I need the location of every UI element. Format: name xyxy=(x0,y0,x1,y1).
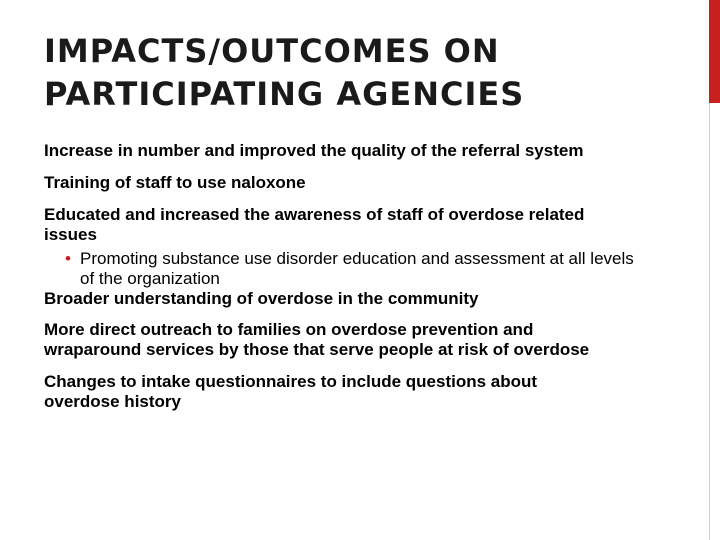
sub-item-text: Promoting substance use disorder education and assessment at all levels of the organization xyxy=(80,249,634,288)
slide-title-line-2: PARTICIPATING AGENCIES xyxy=(44,75,525,113)
bullet-icon: • xyxy=(65,249,71,268)
sub-item xyxy=(65,249,640,289)
list-item-intake-questionnaires: Changes to intake questionnaires to include questions about overdose history xyxy=(44,372,538,411)
slide-content xyxy=(44,141,644,412)
side-divider xyxy=(709,103,710,540)
list-item-direct-outreach: More direct outreach to families on overdose prevention and wraparound services by those that serve people at risk of overdose xyxy=(44,320,590,359)
list-item-staff-awareness: Educated and increased the awareness of staff of overdose related issues xyxy=(44,205,585,244)
slide-title xyxy=(44,30,684,116)
list-item-naloxone-training: Training of staff to use naloxone xyxy=(44,173,306,192)
list-item-referral-system: Increase in number and improved the quality of the referral system xyxy=(44,141,584,160)
list-item-community-understanding: Broader understanding of overdose in the community xyxy=(44,289,479,308)
accent-bar xyxy=(709,0,720,103)
slide-title-line-1: IMPACTS/OUTCOMES ON xyxy=(44,32,500,70)
